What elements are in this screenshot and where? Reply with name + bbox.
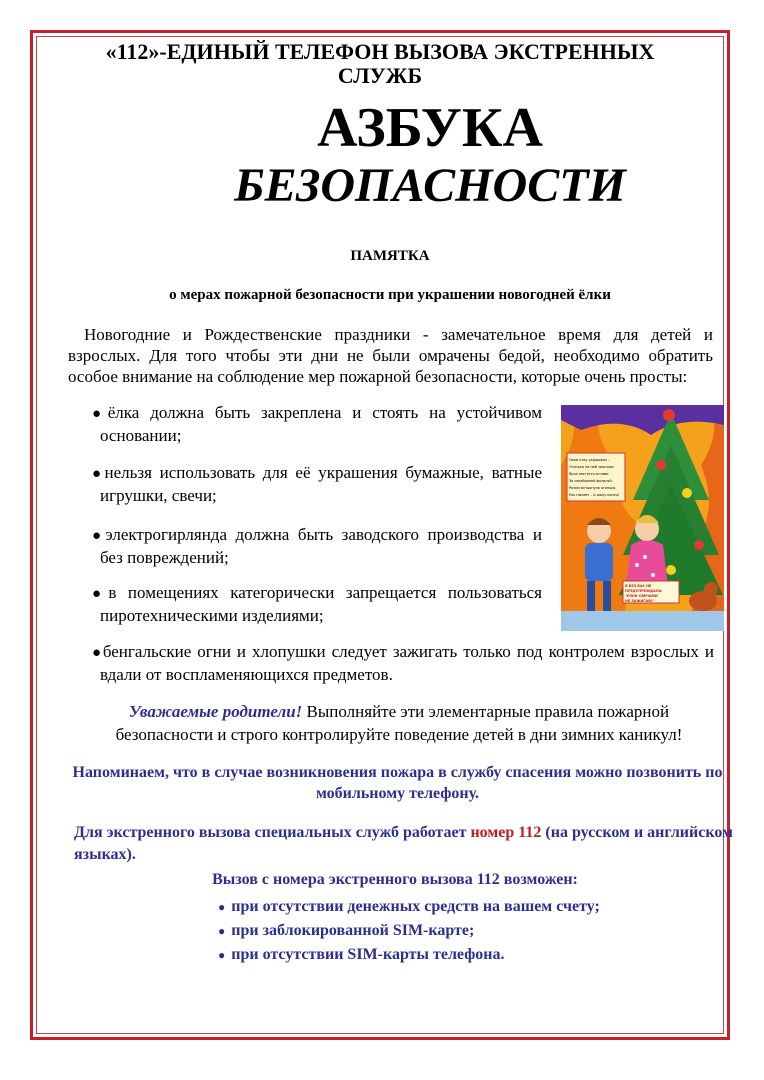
emergency-before: Для экстренного вызова специальных служб работает: [74, 824, 471, 841]
possible-text: Вызов с номера экстренного вызова 112 возможен:: [212, 871, 578, 888]
rule-item: [76, 582, 542, 626]
condition-item: [218, 943, 600, 967]
header-112: [60, 40, 700, 88]
memo-label: ПАМЯТКА: [350, 248, 430, 264]
caption-line: ПРЕДУПРЕЖДАЛА:: [625, 589, 663, 593]
emergency-after: (на русском и английском языках).: [74, 824, 733, 863]
header-line-2: СЛУЖБ: [337, 63, 423, 88]
intro-paragraph: Новогодние и Рождественские праздники - замечательное время для детей и взрослых. Для того чтобы эти дни не были омрачены бедой, необходимо обратить особое внимание на соблюдение мер пожарной безопасности, которые очень просты:: [68, 325, 713, 386]
rule-text: ёлка должна быть закреплена и стоять на устойчивом основании;: [100, 403, 542, 445]
condition-item: [218, 919, 600, 943]
poem-line: Разом вспыхнула огонька.: [569, 486, 617, 490]
title-bezopasnosti: БЕЗОПАСНОСТИ: [234, 159, 626, 212]
bullet-icon: ●: [218, 924, 226, 938]
memo-subtitle: о мерах пожарной безопасности при украшении новогодней ёлки: [169, 287, 611, 303]
reminder-text: Напоминаем, что в случае возникновения пожара в службу спасения можно позвонить по мобильному телефону.: [72, 764, 723, 802]
christmas-tree-illustration: [561, 405, 724, 631]
caption-line: Я БЕЗ ВАС НЕ: [625, 584, 652, 588]
rule-text: в помещениях категорически запрещается пользоваться пиротехническими изделиями;: [100, 583, 542, 625]
header-line-1: «112»-ЕДИНЫЙ ТЕЛЕФОН ВЫЗОВА ЭКСТРЕННЫХ: [105, 39, 655, 64]
rule-item: [76, 402, 542, 446]
rule-text: бенгальские огни и хлопушки следует зажигать только под контролем взрослых и вдали от воспламеняющихся предметов.: [100, 642, 715, 684]
parents-text: Выполняйте эти элементарные правила пожарной безопасности и строго контролируйте поведение детей в дни зимних каникул!: [115, 702, 683, 744]
bullet-icon: ●: [92, 406, 108, 422]
illustration-art: [561, 405, 724, 631]
bullet-icon: ●: [92, 466, 105, 482]
condition-text: при отсутствии SIM-карты телефона.: [231, 946, 505, 963]
rule-item: [76, 462, 542, 506]
bullet-icon: ●: [92, 645, 103, 661]
conditions-list: [218, 895, 600, 967]
rule-item: [76, 524, 542, 568]
caption-line: НЕ ЗАЖИГАЙ!": [625, 599, 655, 603]
rule-text: нельзя использовать для её украшения бумажные, ватные игрушки, свечи;: [100, 463, 542, 505]
rule-item: [76, 641, 714, 685]
caption-line: "ЕЛОК СВЕЧАМИ: [625, 594, 658, 598]
poem-line: За серебряной фольгой.: [569, 479, 613, 483]
condition-text: при заблокированной SIM-карте;: [231, 922, 475, 939]
bullet-icon: ●: [92, 586, 109, 602]
condition-text: при отсутствии денежных средств на вашем счету;: [231, 898, 600, 915]
parents-note: [84, 700, 714, 746]
bullet-icon: ●: [218, 948, 226, 962]
bullet-icon: ●: [92, 528, 106, 544]
poem-line: Свою елку украшаем –: [569, 458, 610, 462]
poem-line: Ель пылает – и шалу конец!: [569, 493, 620, 497]
rule-text: электрогирлянда должна быть заводского производства и без повреждений;: [100, 525, 542, 567]
emergency-text: [74, 822, 734, 866]
parents-lead: Уважаемые родители!: [128, 702, 303, 721]
title-azbuka: АЗБУКА: [317, 97, 543, 159]
bullet-icon: ●: [218, 900, 226, 914]
condition-item: [218, 895, 600, 919]
poem-line: Огоньки на ней зажгаем.: [569, 465, 615, 469]
emergency-number: номер 112: [470, 824, 542, 841]
poem-line: Ярче светятся огнями: [569, 472, 609, 476]
